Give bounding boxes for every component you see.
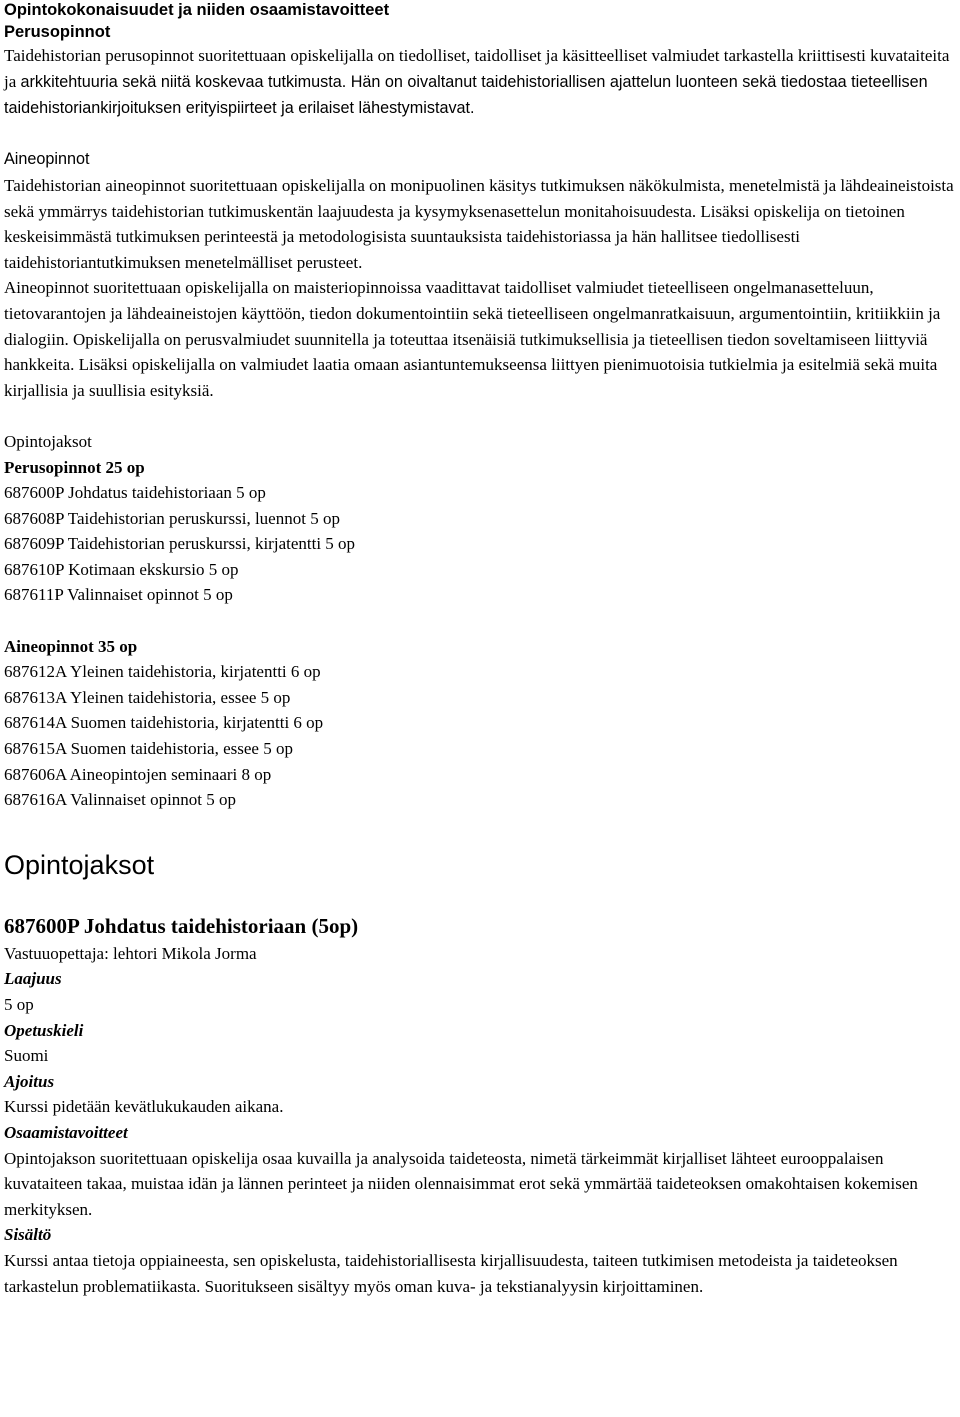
sisalto-label: Sisältö (4, 1225, 52, 1245)
perusopinnot-course-list (4, 480, 957, 608)
list-item: 687600P Johdatus taidehistoriaan 5 op (4, 483, 266, 503)
list-item: 687606A Aineopintojen seminaari 8 op (4, 764, 272, 784)
list-item: 687616A Valinnaiset opinnot 5 op (4, 790, 237, 810)
list-item: 687614A Suomen taidehistoria, kirjatentti 6 op (4, 713, 324, 733)
opetuskieli-label: Opetuskieli (4, 1020, 84, 1040)
perusopinnot-credits-heading: Perusopinnot 25 op (4, 457, 145, 477)
list-item: 687612A Yleinen taidehistoria, kirjatentti 6 op (4, 662, 321, 682)
aineopinnot-paragraph-1: Taidehistorian aineopinnot suoritettuaan opiskelijalla on monipuolinen käsitys tutkimuksen näkökulmista, menetelmistä ja lähdeaineistoista sekä ymmärrys taidehistorian tutkimuskentän laajuudesta ja kysymyksenasettelun monitahoisuudesta. Lisäksi opiskelija on tietoinen keskeisimmästä tutkimuksen perinteestä ja metodologisista suuntauksista taidehistoriassa ja hän hallitsee tiedollisesti taidehistoriantutkimuksen menetelmälliset perusteet. (4, 175, 954, 272)
list-item: 687615A Suomen taidehistoria, essee 5 op (4, 739, 293, 759)
section-heading: Opintokokonaisuudet ja niiden osaamistavoitteet (4, 1, 390, 19)
osaamistavoitteet-label: Osaamistavoitteet (4, 1122, 128, 1142)
list-item: 687610P Kotimaan ekskursio 5 op (4, 559, 239, 579)
opintojaksot-big-title: Opintojaksot (4, 849, 155, 880)
opetuskieli-value: Suomi (4, 1046, 49, 1066)
list-item: 687609P Taidehistorian peruskurssi, kirjatentti 5 op (4, 534, 356, 554)
spacer (4, 403, 957, 429)
perusopinnot-text-sans: arkkitehtuuria sekä niitä koskevaa tutkimusta. Hän on oivaltanut taidehistoriallisen ajattelun luonteen sekä tiedostaa tieteellisen taidehistoriankirjoituksen erityispiirteet ja erilaiset lähestymistavat. (4, 72, 928, 118)
ajoitus-label: Ajoitus (4, 1071, 55, 1091)
perusopinnot-heading: Perusopinnot (4, 23, 111, 41)
sisalto-text: Kurssi antaa tietoja oppiaineesta, sen opiskelusta, taidehistoriallisesta kirjallisuudesta, taiteen tutkimisen metodeista ja taideteoksen tarkastelun problematiikasta. Suoritukseen sisältyy myös oman kuva- ja tekstianalyysin kirjoittaminen. (4, 1250, 898, 1296)
aineopinnot-paragraph-2: Aineopinnot suoritettuaan opiskelijalla on maisteriopinnoissa vaadittavat taidolliset valmiudet tieteelliseen ongelmanasetteluun, tietovarantojen ja lähdeaineistojen käyttöön, tiedon dokumentointiin sekä tieteelliseen ongelmanratkaisuun, argumentointiin, kritiikkiin ja dialogiin. Opiskelijalla on perusvalmiudet suunnitella ja toteuttaa itsenäisiä tutkimuksellisia ja tieteellisen tiedon soveltamiseen liittyviä hankkeita. Lisäksi opiskelijalla on valmiudet laatia omaan asiantuntemukseensa liittyen pienimuotoisia tutkielmia ja esitelmiä sekä muita kirjallisia ja suullisia esityksiä. (4, 278, 941, 400)
ajoitus-value: Kurssi pidetään kevätlukukauden aikana. (4, 1097, 284, 1117)
list-item: 687608P Taidehistorian peruskurssi, luennot 5 op (4, 508, 340, 528)
opintojaksot-heading: Opintojaksot (4, 431, 92, 451)
list-item: 687611P Valinnaiset opinnot 5 op (4, 585, 233, 605)
spacer (4, 122, 957, 148)
aineopinnot-credits-heading: Aineopinnot 35 op (4, 636, 138, 656)
aineopinnot-heading: Aineopinnot (4, 150, 90, 169)
osaamistavoitteet-text: Opintojakson suoritettuaan opiskelija osaa kuvailla ja analysoida taideteosta, nimetä tärkeimmät kirjalliset lähteet eurooppalaisen kuvataiteen takaa, muistaa idän ja lännen perinteet ja niiden olennaisimmat erot sekä ymmärtää taideteoksen omakohtaisen kokemisen merkityksen. (4, 1148, 918, 1219)
course-teacher: Vastuuopettaja: lehtori Mikola Jorma (4, 943, 257, 963)
perusopinnot-paragraph (4, 43, 957, 122)
laajuus-value: 5 op (4, 995, 34, 1014)
course-title: 687600P Johdatus taidehistoriaan (5op) (4, 913, 359, 938)
laajuus-label: Laajuus (4, 969, 62, 989)
perusopinnot-text-serif: Taidehistorian perusopinnot suoritettuaan opiskelijalla on tiedolliset, taidolliset ja käsitteelliset valmiudet tarkastella kriittisesti kuvataiteita ja (4, 46, 950, 91)
list-item: 687613A Yleinen taidehistoria, essee 5 op (4, 687, 291, 707)
aineopinnot-course-list (4, 659, 957, 813)
spacer (4, 608, 957, 634)
